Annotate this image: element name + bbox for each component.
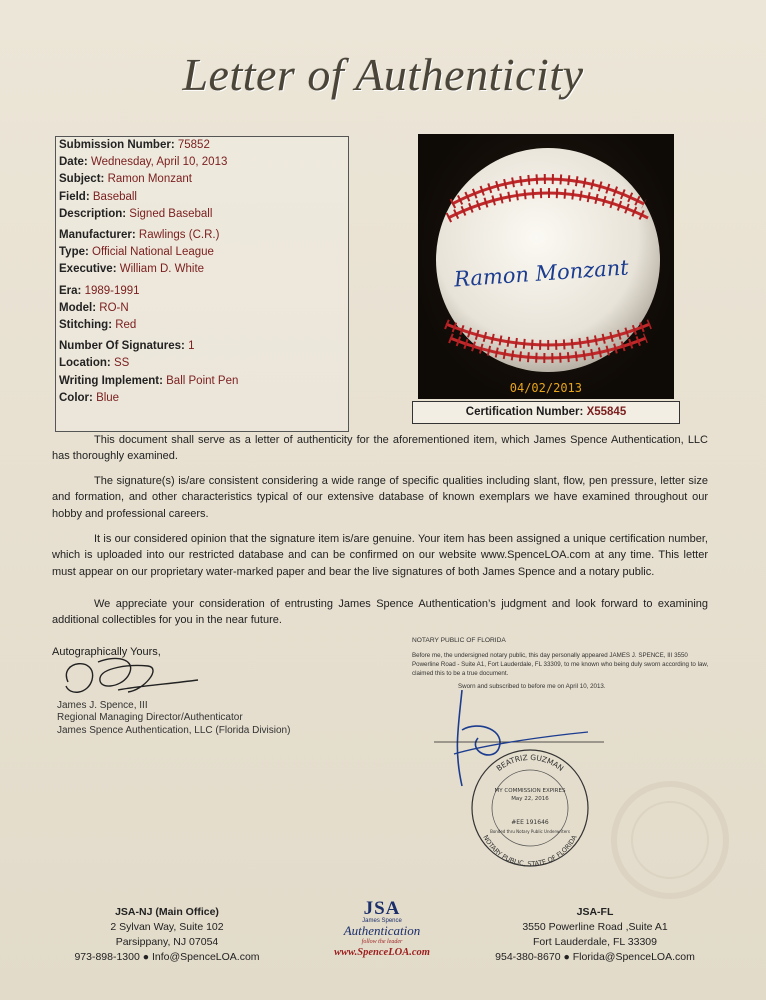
detail-value: Baseball (92, 190, 137, 203)
notary-block (412, 636, 712, 691)
jsa-logo-tagline: follow the leader (361, 939, 403, 945)
detail-label: Submission Number: (59, 139, 175, 151)
detail-label: Manufacturer: (59, 229, 136, 242)
detail-label: Type: (59, 246, 89, 259)
detail-row (59, 317, 348, 334)
fl-office-address-2: Fort Lauderdale, FL 33309 (533, 936, 657, 948)
detail-label: Writing Implement: (59, 374, 163, 387)
paragraph-3: It is our considered opinion that the signature item is/are genuine. Your item has been assigned a unique certification number, which is uploaded into our restricted database and can be confirmed on our website www.SpenceLOA.com at any time. This letter must appear on our proprietary water-marked paper and bear the live signatures of both James Spence and a notary public. (52, 533, 708, 578)
signer-company: James Spence Authentication, LLC (Florida Division) (57, 724, 291, 736)
detail-row (59, 338, 348, 355)
item-details-box (55, 136, 349, 432)
details-group (56, 137, 348, 227)
detail-label: Description: (59, 207, 127, 220)
footer-nj-office (62, 905, 272, 965)
detail-label: Executive: (59, 263, 117, 276)
detail-value: Red (115, 319, 137, 332)
notary-seal-and-signature (428, 690, 748, 900)
detail-row (59, 227, 348, 244)
detail-value: Signed Baseball (129, 207, 213, 220)
notary-sworn: Sworn and subscribed to before me on April 10, 2013. (458, 683, 606, 690)
signer-name: James J. Spence, III (57, 700, 148, 711)
seal-commission: MY COMMISSION EXPIRES (494, 788, 566, 794)
detail-row (59, 261, 348, 278)
seal-name: BEATRIZ GUZMAN (494, 752, 566, 773)
detail-value: William D. White (119, 263, 205, 276)
detail-label: Color: (59, 391, 93, 404)
detail-value: Official National League (92, 246, 214, 259)
nj-office-address-1: 2 Sylvan Way, Suite 102 (110, 921, 224, 933)
detail-value: SS (113, 357, 130, 370)
detail-row (59, 355, 348, 372)
detail-label: Location: (59, 357, 111, 370)
detail-value: Ball Point Pen (166, 374, 239, 387)
paragraph-2: The signature(s) is/are consistent considering a wide range of specific qualities including slant, flow, pen pressure, letter size and formation, and other characteristics typical of our extensive database of known exemplars we have examined throughout our hobby and professional careers. (52, 475, 708, 520)
document-title: Letter of Authenticity (182, 49, 584, 100)
detail-label: Subject: (59, 173, 105, 186)
details-group (56, 283, 348, 339)
jsa-website-link[interactable]: www.SpenceLOA.com (334, 947, 430, 958)
detail-value: Ramon Monzant (107, 173, 192, 186)
embossed-seal (614, 784, 726, 896)
detail-label: Model: (59, 301, 97, 314)
jsa-logo (322, 900, 442, 970)
jsa-logo-name: Authentication (343, 923, 421, 938)
certification-label: Certification Number: (465, 406, 584, 418)
paragraph-1: This document shall serve as a letter of authenticity for the aforementioned item, which James Spence Authentication, LLC has thoroughly examined. (52, 434, 708, 463)
detail-row (59, 189, 348, 206)
authenticator-signature (58, 650, 208, 700)
notary-heading: NOTARY PUBLIC OF FLORIDA (412, 637, 506, 644)
detail-label: Date: (59, 156, 88, 169)
detail-value: 75852 (177, 139, 210, 151)
detail-value: 1 (188, 340, 195, 353)
notary-text: Before me, the undersigned notary public, this day personally appeared JAMES J. SPENCE, III 3550 Powerline Road - Suite A1, Fort Lauderdale, FL 33309, to me known who being duly sworn according to law, claimed this to be a true document. (412, 652, 709, 677)
detail-value: Wednesday, April 10, 2013 (90, 156, 228, 169)
detail-value: Rawlings (C.R.) (138, 229, 220, 242)
detail-row (59, 283, 348, 300)
detail-value: Blue (96, 391, 120, 404)
detail-row (59, 300, 348, 317)
seal-number: #EE 191646 (511, 819, 549, 826)
certification-number-box (412, 401, 680, 424)
photo-date-stamp: 04/02/2013 (509, 381, 582, 395)
fl-office-contact: 954-380-8670 ● Florida@SpenceLOA.com (495, 951, 695, 963)
closing-salutation: Autographically Yours, (52, 646, 161, 658)
footer-fl-office (470, 905, 720, 965)
detail-row (59, 154, 348, 171)
fl-office-address-1: 3550 Powerline Road ,Suite A1 (522, 921, 668, 933)
detail-row (59, 390, 348, 407)
detail-row (59, 171, 348, 188)
detail-row (59, 206, 348, 223)
seal-bonded: Bonded thru Notary Public Underwriters (490, 829, 570, 834)
detail-label: Field: (59, 190, 90, 203)
detail-value: 1989-1991 (84, 284, 140, 297)
jsa-logo-sub: James Spence (362, 918, 402, 924)
signer-role: Regional Managing Director/Authenticator (57, 712, 243, 724)
detail-row (59, 244, 348, 261)
certification-number: X55845 (586, 406, 627, 418)
seal-date: May 22, 2016 (511, 796, 549, 802)
detail-value: RO-N (99, 301, 129, 314)
signer-info (57, 700, 290, 737)
detail-label: Era: (59, 284, 82, 297)
paragraph-4: We appreciate your consideration of entrusting James Spence Authentication’s judgment and look forward to examining additional collectibles for you in the near future. (52, 598, 708, 627)
fl-office-title: JSA-FL (576, 906, 614, 918)
detail-row (59, 137, 348, 154)
nj-office-address-2: Parsippany, NJ 07054 (115, 936, 219, 948)
detail-label: Stitching: (59, 319, 113, 332)
seal-state: NOTARY PUBLIC, STATE OF FLORIDA (481, 833, 579, 869)
baseball-image (418, 134, 674, 399)
nj-office-title: JSA-NJ (Main Office) (115, 906, 219, 918)
nj-office-contact: 973-898-1300 ● Info@SpenceLOA.com (74, 951, 260, 963)
detail-label: Number Of Signatures: (59, 340, 185, 353)
details-group (56, 338, 348, 411)
jsa-logo-mark: JSA (363, 898, 401, 919)
ball-signature: Ramon Monzant (453, 255, 630, 292)
detail-row (59, 373, 348, 390)
details-group (56, 227, 348, 283)
baseball-photo (418, 134, 674, 399)
